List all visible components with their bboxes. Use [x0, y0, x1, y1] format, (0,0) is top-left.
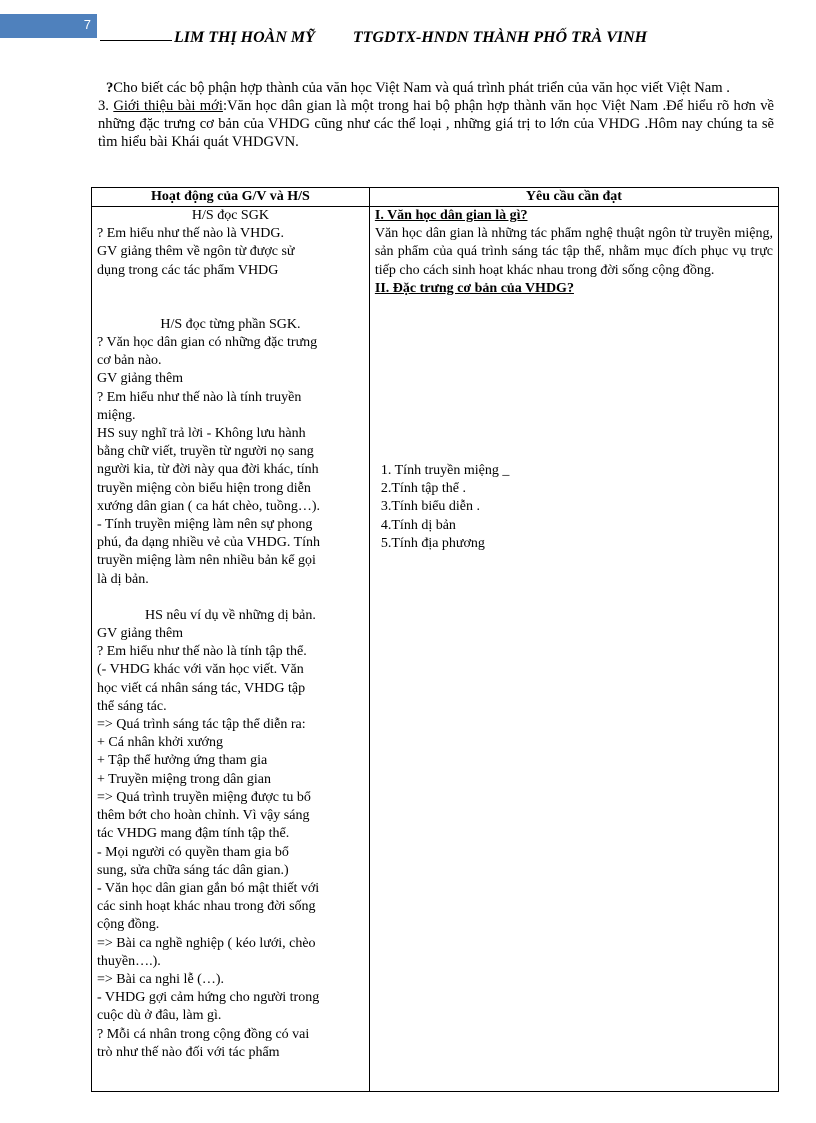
page-number: 7	[83, 17, 91, 32]
activity-line: sung, sửa chữa sáng tác dân gian.)	[97, 862, 289, 878]
activity-line: => Bài ca nghề nghiệp ( kéo lưới, chèo	[97, 935, 316, 951]
item-number: 3.	[98, 98, 109, 114]
activity-line: ? Em hiểu như thế nào là VHDG.	[97, 226, 284, 242]
header-center: TTGDTX-HNDN THÀNH PHỐ TRÀ VINH	[352, 29, 648, 46]
activity-line: (- VHDG khác với văn học viết. Văn	[97, 662, 304, 678]
spacer	[375, 298, 773, 462]
activity-line: GV giảng thêm	[97, 371, 184, 387]
activity-line: truyền miệng làm nên nhiều bản kể gọi	[97, 553, 316, 569]
lesson-table	[91, 187, 779, 1092]
activity-line: truyền miệng còn biểu hiện trong diễn	[97, 480, 311, 496]
blank-line	[97, 280, 364, 298]
activity-line: miệng.	[97, 407, 136, 423]
activity-line: + Cá nhân khởi xướng	[97, 735, 223, 751]
activity-line: ? Văn học dân gian có những đặc trưng	[97, 335, 318, 351]
activity-line: GV giảng thêm về ngôn từ được sử	[97, 244, 295, 260]
intro-text	[98, 79, 774, 151]
activity-line: - VHDG gợi cảm hứng cho người trong	[97, 990, 320, 1006]
activity-line: - Văn học dân gian gắn bó mật thiết với	[97, 880, 320, 896]
intro-question	[98, 79, 774, 97]
activity-line: - Mọi người có quyền tham gia bổ	[97, 844, 289, 860]
activity-line: là dị bản.	[97, 571, 149, 587]
intro-item	[98, 97, 774, 151]
activity-line: thuyền….).	[97, 953, 161, 969]
requirements-cell	[369, 207, 778, 1092]
activity-line: cộng đồng.	[97, 917, 160, 933]
activity-line: xướng dân gian ( ca hát chèo, tuồng…).	[97, 498, 320, 514]
activity-line: - Tính truyền miệng làm nên sự phong	[97, 517, 313, 533]
activity-line: => Quá trình truyền miệng được tu bổ	[97, 789, 311, 805]
activity-line: cơ bản nào.	[97, 353, 162, 369]
activity-line: HS suy nghĩ trả lời - Không lưu hành	[97, 426, 306, 442]
activity-line: HS nêu ví dụ về những dị bản.	[144, 607, 316, 623]
page-number-badge	[0, 14, 97, 38]
header-requirements: Yêu cầu cần đạt	[369, 188, 778, 207]
activity-line: ? Em hiểu như thế nào là tính truyền	[97, 389, 302, 405]
section1-body: Văn học dân gian là những tác phẩm nghệ thuật ngôn từ truyền miệng, sản phẩm của quá trình sáng tác tập thể, nhằm mục đích phục vụ trực tiếp cho cách sinh hoạt khác nhau trong đời sống cộng đồng.	[374, 226, 773, 278]
trait-item: 3.Tính biểu diễn .	[380, 499, 481, 515]
question-mark: ?	[106, 80, 114, 96]
activity-line: ? Em hiểu như thế nào là tính tập thể.	[97, 644, 307, 660]
activity-line: ? Mỗi cá nhân trong cộng đồng có vai	[97, 1026, 310, 1042]
header-activities: Hoạt động của G/V và H/S	[92, 188, 370, 207]
header-rule	[100, 40, 172, 41]
activity-line: người kia, từ đời này qua đời khác, tính	[97, 462, 319, 478]
activity-line: học viết cá nhân sáng tác, VHDG tập	[97, 680, 306, 696]
item-text: :Văn học dân gian là một trong hai bộ phận hợp thành văn học Việt Nam .Để hiểu rõ hơn về những đặc trưng cơ bản của VHDG cũng như các thể loại , những giá trị to lớn của VHDG .Hôm nay chúng ta sẽ tìm hiểu bài Khái quát VHDGVN.	[98, 98, 774, 150]
activity-line: cuộc dù ở đâu, làm gì.	[97, 1008, 222, 1024]
activity-line: + Tập thể hưởng ứng tham gia	[97, 753, 268, 769]
section2-title: II. Đặc trưng cơ bản của VHDG?	[374, 280, 574, 296]
activity-line: dụng trong các tác phẩm VHDG	[97, 262, 279, 278]
traits-list	[375, 462, 773, 553]
activity-line: thêm bớt cho hoàn chỉnh. Vì vậy sáng	[97, 808, 310, 824]
activity-line: thể sáng tác.	[97, 698, 167, 714]
page-header	[100, 29, 780, 47]
blank-line	[97, 589, 364, 607]
activity-line: trò như thế nào đối với tác phẩm	[97, 1044, 280, 1060]
activity-line: các sinh hoạt khác nhau trong đời sống	[97, 899, 316, 915]
section1-title: I. Văn học dân gian là gì?	[374, 208, 528, 223]
blank-line	[97, 298, 364, 316]
activity-line: phú, đa dạng nhiều vẻ của VHDG. Tính	[97, 535, 321, 551]
item-label: Giới thiệu bài mới	[113, 98, 223, 114]
activity-line: + Truyền miệng trong dân gian	[97, 771, 271, 787]
activity-line: tác VHDG mang đậm tính tập thể.	[97, 826, 290, 842]
trait-item: 2.Tính tập thể .	[380, 481, 467, 497]
header-author: LIM THỊ HOÀN MỸ	[174, 29, 315, 46]
trait-item: 1. Tính truyền miệng _	[380, 463, 510, 479]
activity-line: bằng chữ viết, truyền từ người nọ sang	[97, 444, 314, 460]
trait-item: 4.Tính dị bản	[380, 517, 456, 533]
activities-cell	[92, 207, 370, 1092]
trait-item: 5.Tính địa phương	[380, 535, 485, 551]
activity-line: => Bài ca nghi lễ (…).	[97, 971, 224, 987]
question-text: Cho biết các bộ phận hợp thành của văn học Việt Nam và quá trình phát triển của văn học viết Việt Nam .	[113, 80, 730, 96]
activity-line: H/S đọc SGK	[191, 208, 269, 223]
activity-line: H/S đọc từng phần SGK.	[160, 316, 301, 332]
activity-line: GV giảng thêm	[97, 626, 184, 642]
activity-line: => Quá trình sáng tác tập thể diễn ra:	[97, 717, 306, 733]
